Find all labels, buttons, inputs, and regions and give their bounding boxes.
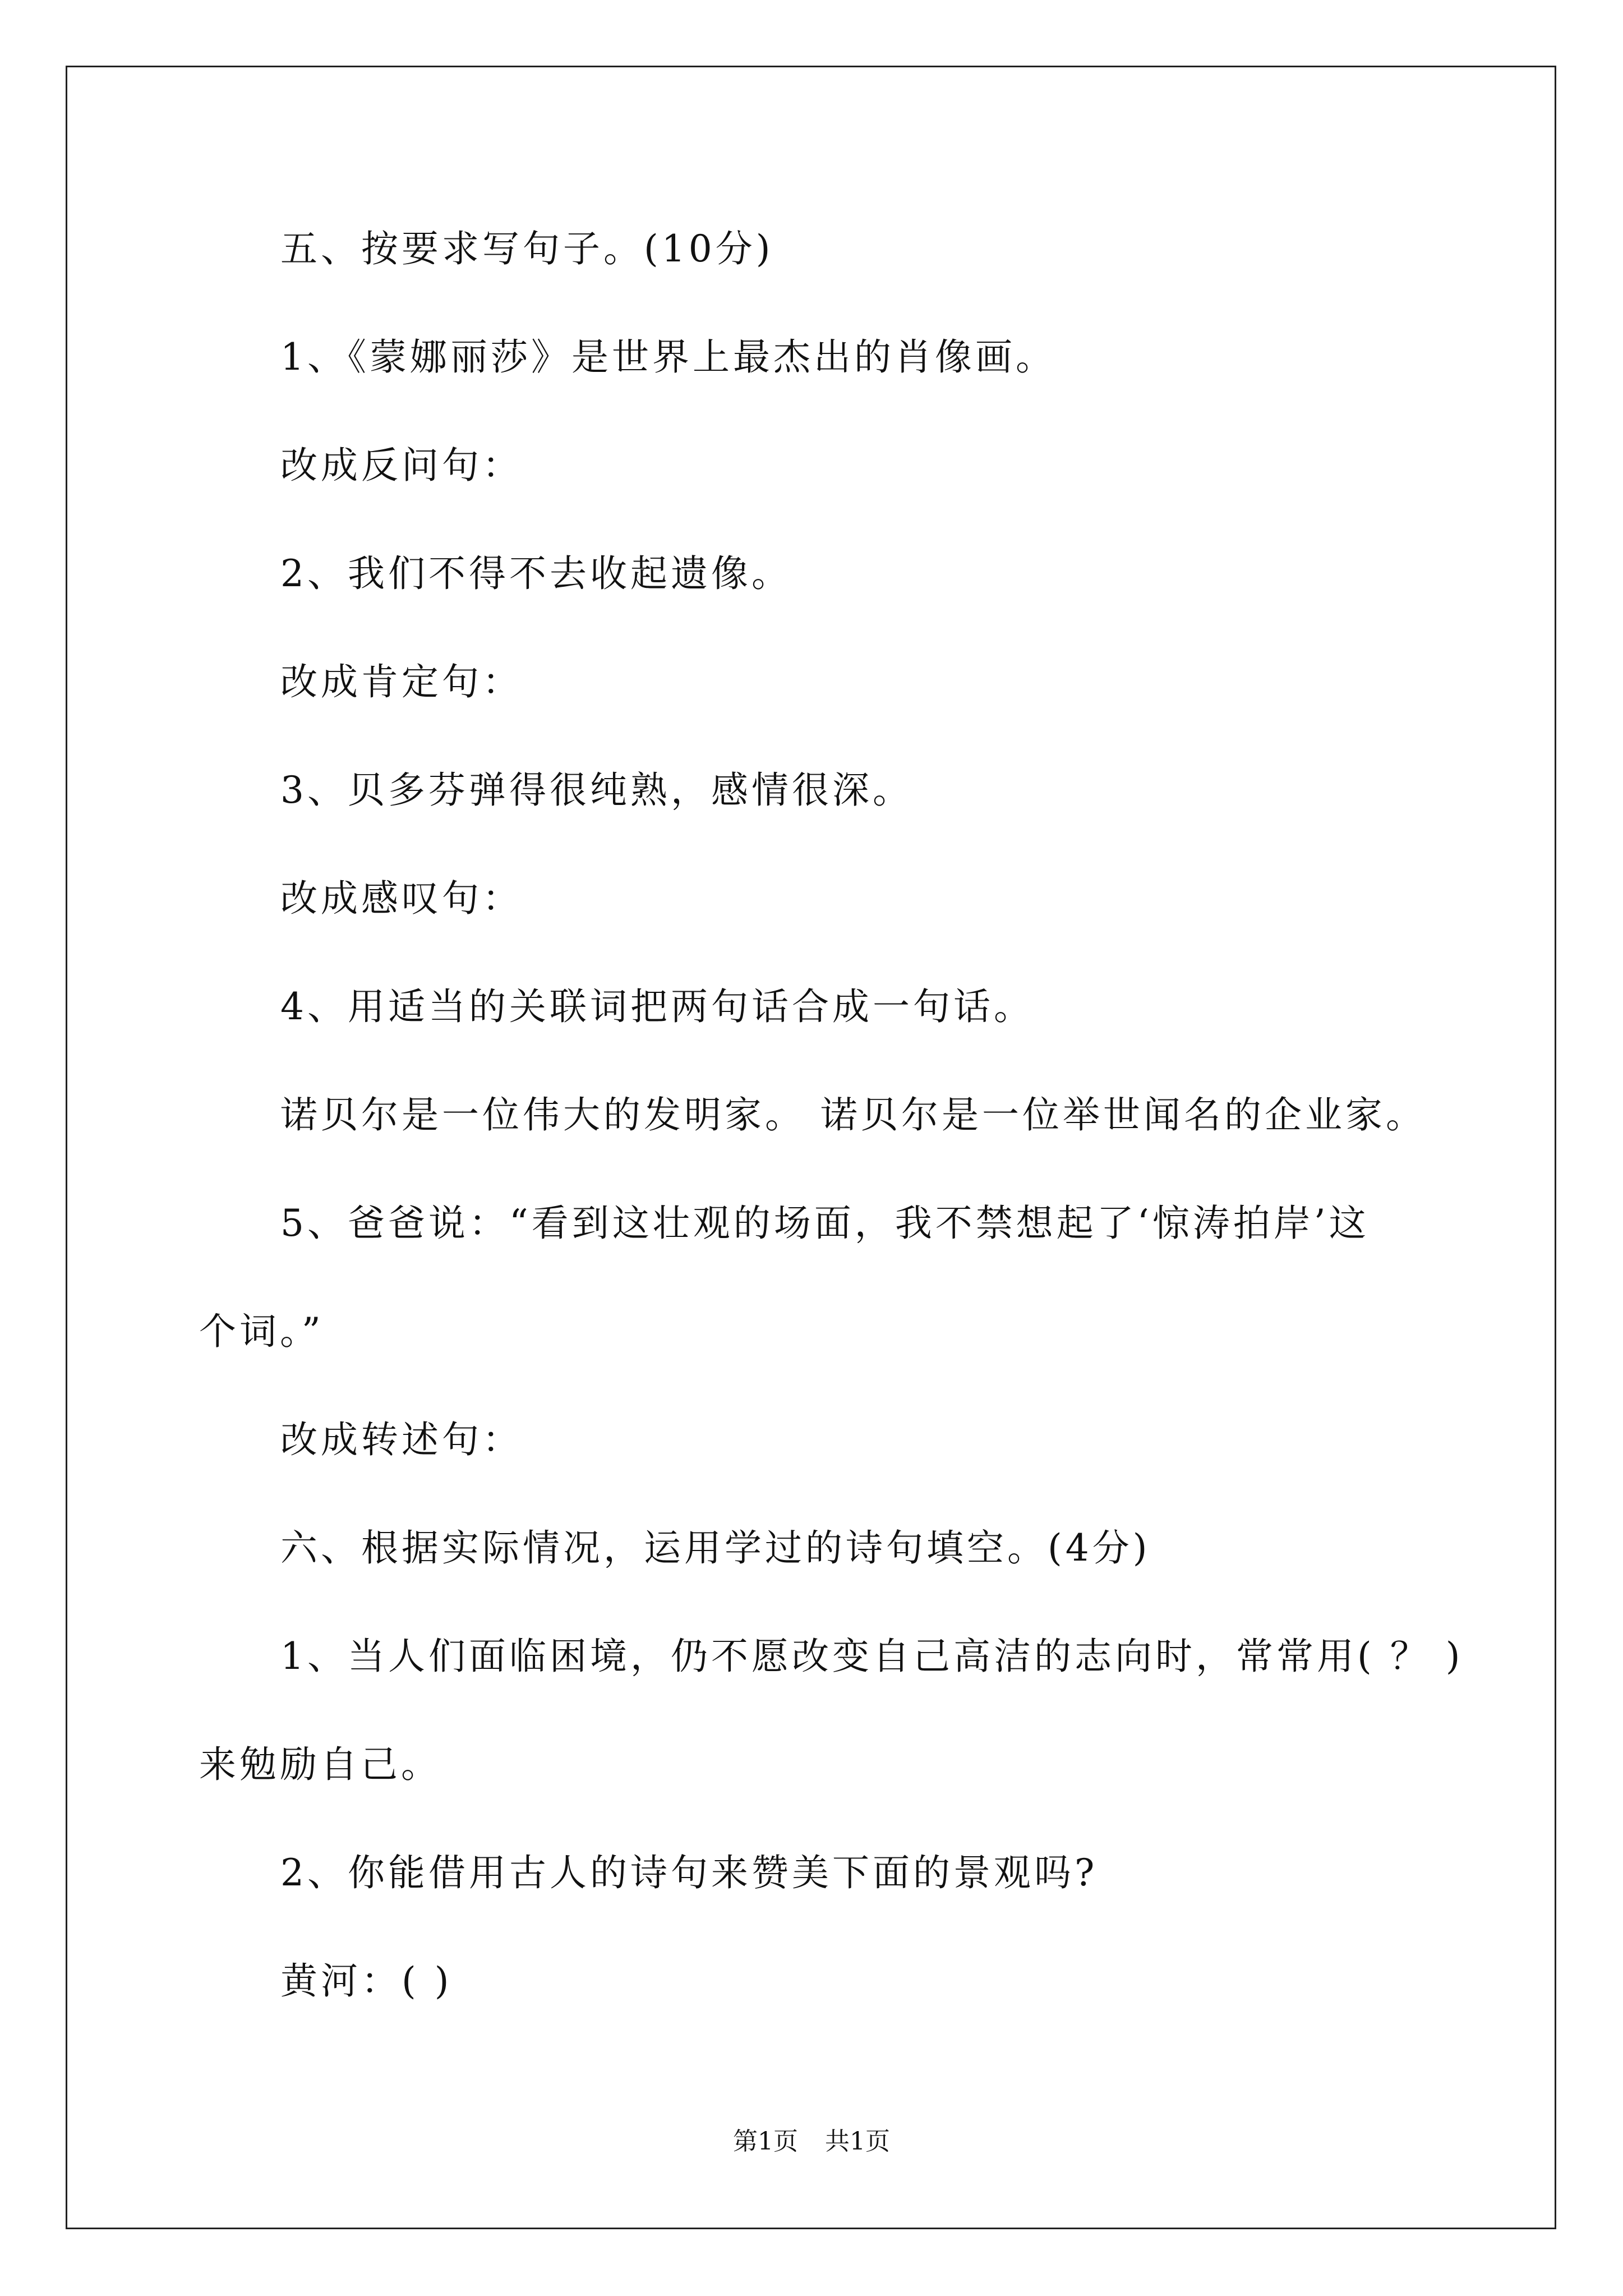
question-4-text: 4、用适当的关联词把两句话合成一句话。 <box>280 985 1034 1028</box>
question-4-sentences: 诺贝尔是一位伟大的发明家。 诺贝尔是一位举世闻名的企业家。 <box>280 1093 1426 1137</box>
question-3-text: 3、贝多芬弹得很纯熟，感情很深。 <box>280 769 913 812</box>
poem-question-2-blank: 黄河：( ) <box>280 1959 453 2003</box>
question-2-text: 2、我们不得不去收起遗像。 <box>280 552 792 595</box>
question-3-instruction: 改成感叹句： <box>280 877 523 920</box>
poem-question-1-text-continued: 来勉励自己。 <box>199 1743 441 1786</box>
poem-question-1-text: 1、当人们面临困境，仍不愿改变自己高洁的志向时，常常用( ？ ) <box>280 1635 1464 1678</box>
page-number-total: 共1页 <box>825 2127 890 2156</box>
page-border <box>66 66 1556 2229</box>
page-footer <box>0 2126 1623 2157</box>
question-1-text: 1、《蒙娜丽莎》是世界上最杰出的肖像画。 <box>280 335 1056 379</box>
question-5-instruction: 改成转述句： <box>280 1418 523 1461</box>
question-5-text-continued: 个词。” <box>199 1310 324 1353</box>
section-five-heading: 五、按要求写句子。(10分) <box>280 227 774 270</box>
section-six-heading: 六、根据实际情况，运用学过的诗句填空。(4分) <box>280 1526 1151 1570</box>
question-1-instruction: 改成反问句： <box>280 444 523 487</box>
question-2-instruction: 改成肯定句： <box>280 660 523 703</box>
question-5-text: 5、爸爸说：“看到这壮观的场面，我不禁想起了‘惊涛拍岸’这 <box>280 1202 1370 1245</box>
poem-question-2-text: 2、你能借用古人的诗句来赞美下面的景观吗? <box>280 1851 1098 1894</box>
page-number-current: 第1页 <box>733 2127 798 2156</box>
